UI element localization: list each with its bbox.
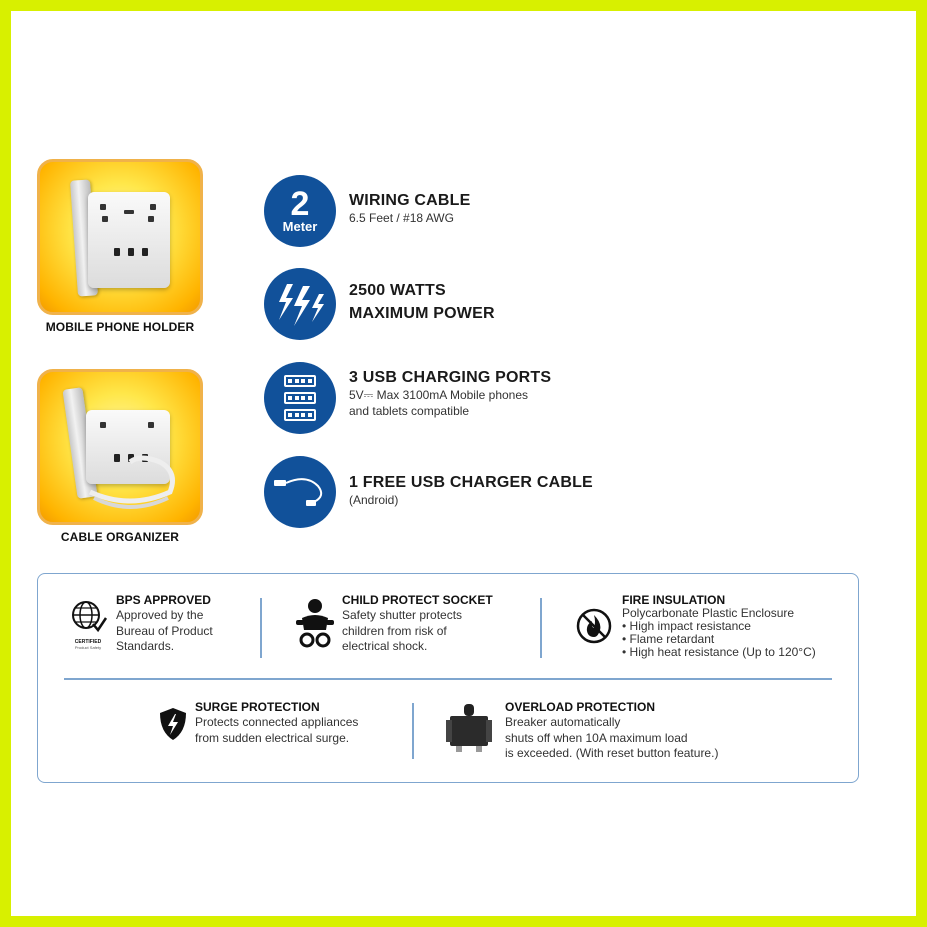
bps-text-1: Approved by the	[116, 608, 204, 622]
cable-title: 1 FREE USB CHARGER CABLE	[349, 474, 593, 491]
cable-organizer-caption: CABLE ORGANIZER	[60, 530, 180, 544]
bps-title: BPS APPROVED	[116, 593, 211, 607]
phone-holder-caption: MOBILE PHONE HOLDER	[45, 320, 195, 334]
product-infographic	[11, 11, 916, 916]
shield-bolt-icon	[158, 706, 188, 747]
baby-icon	[296, 598, 334, 655]
meter-number: 2	[290, 185, 310, 223]
fire-title: FIRE INSULATION	[622, 593, 726, 607]
coiled-cable-icon	[80, 432, 180, 512]
certified-globe-icon	[68, 600, 108, 650]
power-title-line1: 2500 WATTS	[349, 282, 446, 299]
child-text-1: Safety shutter protects	[342, 608, 463, 622]
no-fire-icon	[576, 608, 612, 649]
usb-ports-icon	[264, 362, 336, 434]
fire-text-4: • High heat resistance (Up to 120°C)	[622, 645, 816, 659]
fire-text-2: • High impact resistance	[622, 619, 751, 633]
surge-text-1: Protects connected appliances	[195, 715, 359, 729]
child-text-2: children from risk of	[342, 623, 447, 638]
cable-organizer-image	[37, 369, 203, 525]
bps-text-2: Bureau of Product	[116, 623, 213, 638]
wiring-title: WIRING CABLE	[349, 192, 471, 209]
bps-text-3: Standards.	[116, 639, 175, 653]
wiring-detail: 6.5 Feet / #18 AWG	[349, 211, 454, 225]
certified-badge-text: CERTIFIED	[74, 639, 102, 645]
usb-title: 3 USB CHARGING PORTS	[349, 369, 552, 386]
overload-title: OVERLOAD PROTECTION	[505, 700, 656, 714]
fire-text-3: • Flame retardant	[622, 632, 715, 646]
circuit-breaker-icon	[446, 702, 492, 759]
overload-text-2: shuts off when 10A maximum load	[505, 730, 688, 745]
safety-features-box	[37, 573, 859, 783]
cable-detail: (Android)	[349, 493, 399, 507]
usb-detail-line2: and tablets compatible	[349, 404, 470, 418]
child-title: CHILD PROTECT SOCKET	[342, 593, 493, 607]
phone-holder-image	[37, 159, 203, 315]
surge-text-2: from sudden electrical surge.	[195, 730, 350, 745]
certified-badge-subtext: Product Safety	[74, 645, 102, 650]
fire-text-1: Polycarbonate Plastic Enclosure	[622, 606, 795, 620]
usb-cable-icon	[264, 456, 336, 528]
overload-text-1: Breaker automatically	[505, 715, 621, 729]
power-title-line2: MAXIMUM POWER	[349, 305, 495, 322]
meter-unit: Meter	[282, 219, 318, 234]
meter-length-icon	[264, 175, 336, 247]
child-text-3: electrical shock.	[342, 639, 428, 653]
surge-title: SURGE PROTECTION	[195, 700, 320, 714]
overload-text-3: is exceeded. (With reset button feature.)	[505, 746, 719, 760]
lightning-bolts-icon	[264, 268, 336, 340]
usb-detail-line1: 5V⎓ Max 3100mA Mobile phones	[349, 388, 529, 402]
